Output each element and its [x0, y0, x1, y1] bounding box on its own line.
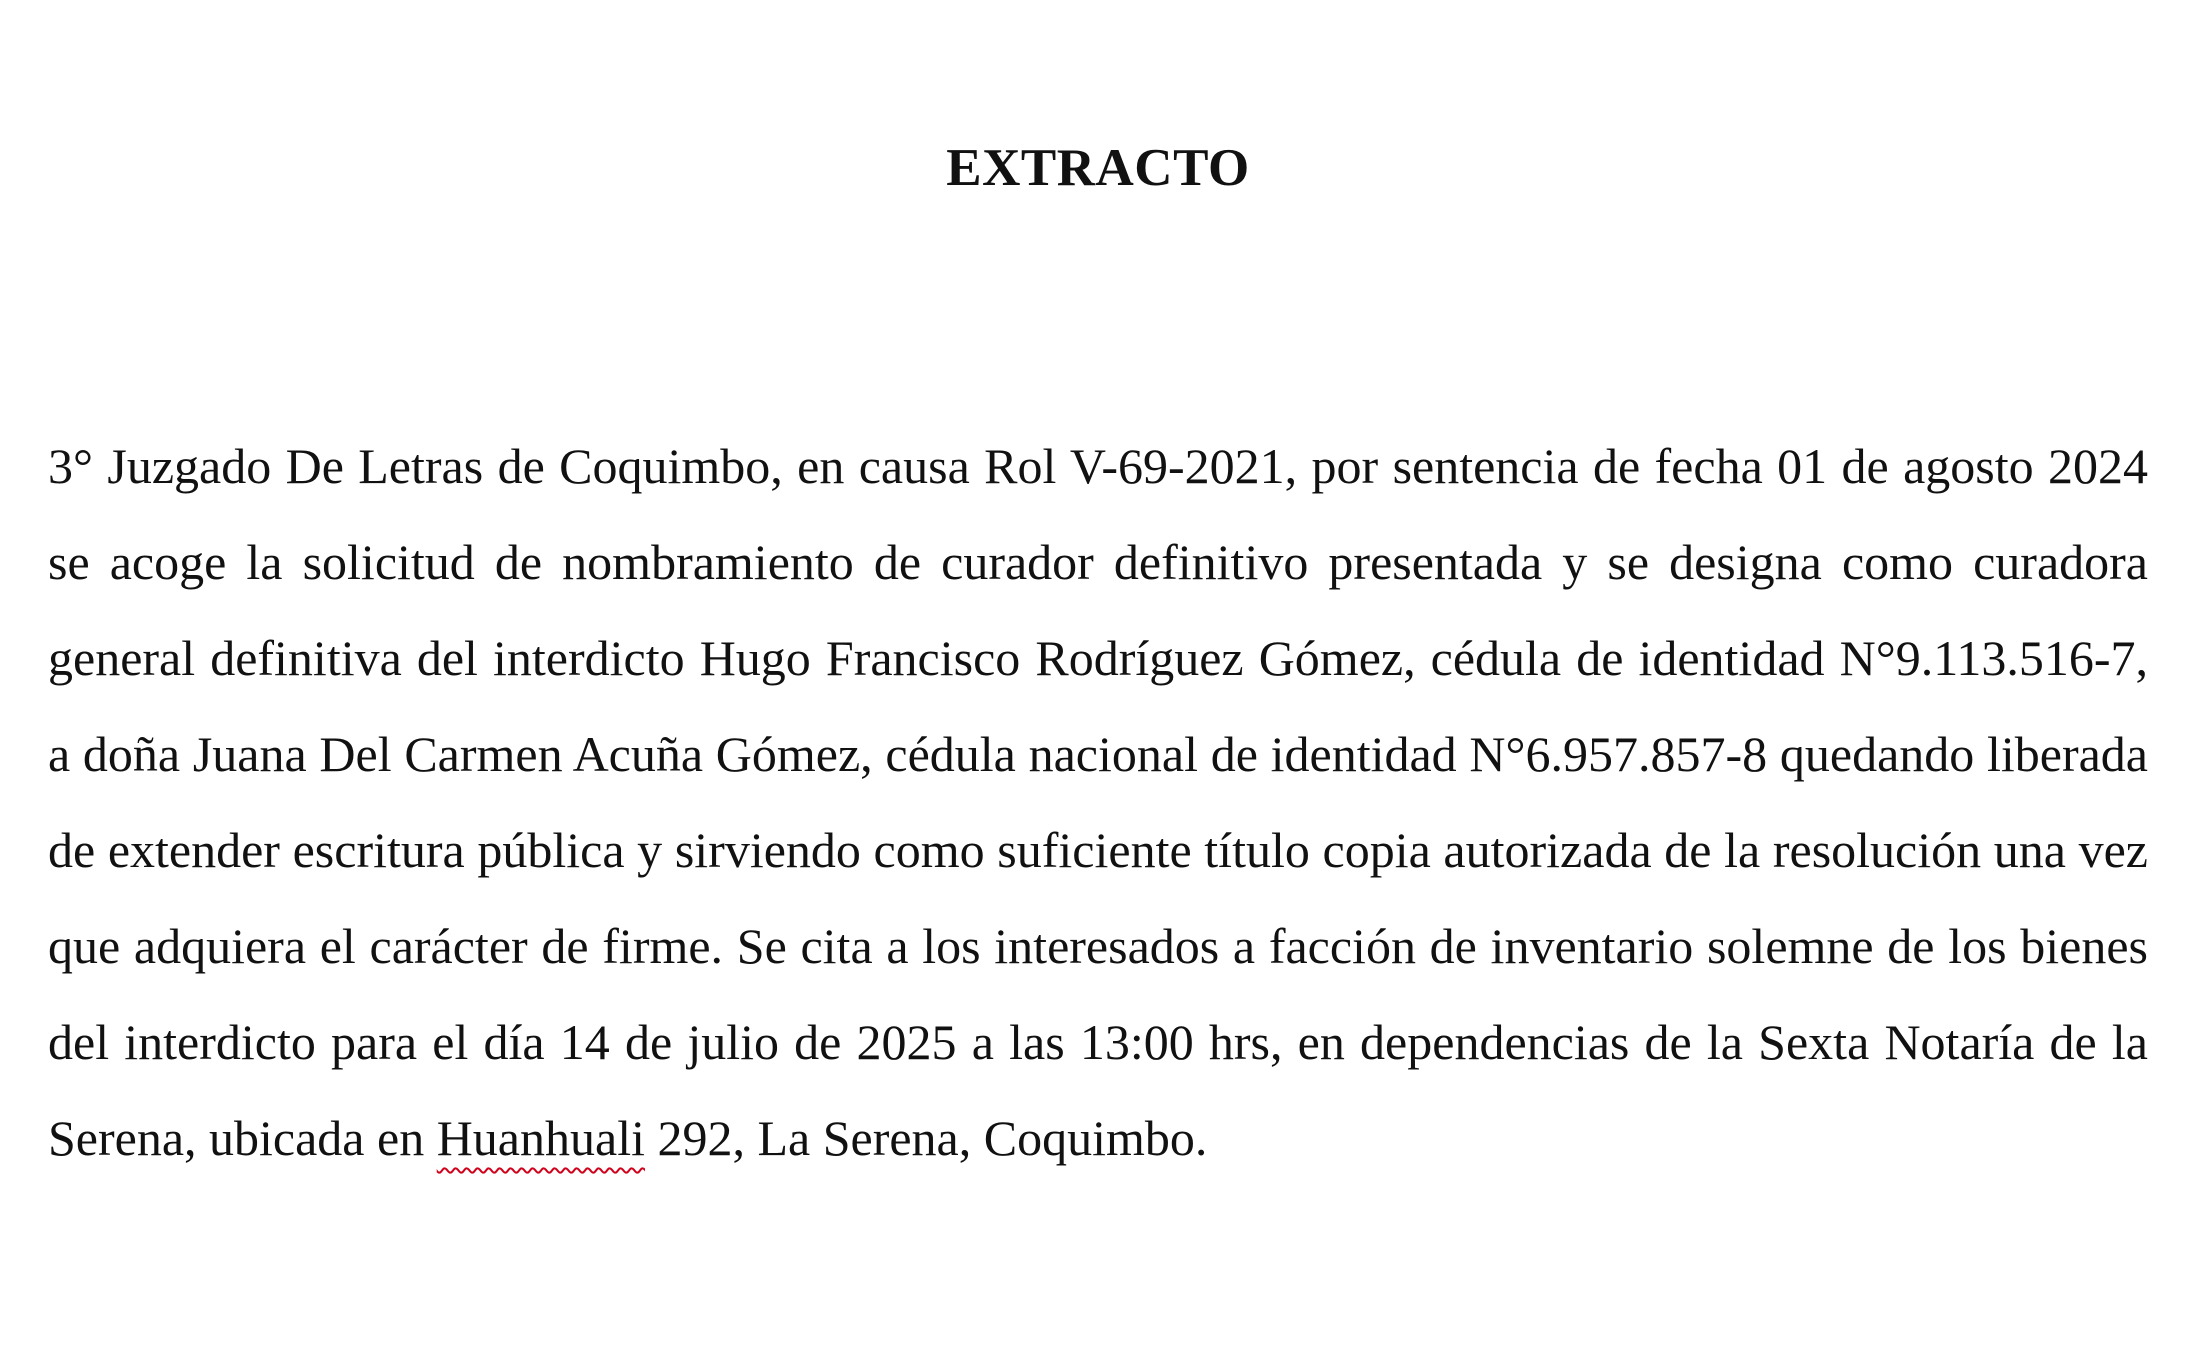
document-title: EXTRACTO — [946, 139, 1250, 197]
paragraph-text-main: 3° Juzgado De Letras de Coquimbo, en causa Rol V-69-2021, por sentencia de fecha 01 de agosto 2024 se acoge la solicitud de nombramiento de curador definitivo presentada y se designa como curadora general definitiva del interdicto Hugo Francisco Rodríguez Gómez, cédula de identidad N°9.113.516-7, a doña Juana Del Carmen Acuña Gómez, cédula nacional de identidad N°6.957.857-8 quedando liberada de extender escritura pública y sirviendo como suficiente título copia autorizada de la resolución una vez que adquiera el carácter de firme. Se cita a los interesados a facción de inventario solemne de los bienes del interdicto para el día 14 de julio de 2025 a las 13:00 hrs, en dependencias de la Sexta Notaría de la Serena, ubicada en — [48, 438, 2148, 1166]
body-paragraph — [48, 418, 2148, 1186]
paragraph-text-end: 292, La Serena, Coquimbo. — [644, 1110, 1208, 1166]
spellcheck-flagged-word[interactable]: Huanhuali — [436, 1110, 645, 1166]
